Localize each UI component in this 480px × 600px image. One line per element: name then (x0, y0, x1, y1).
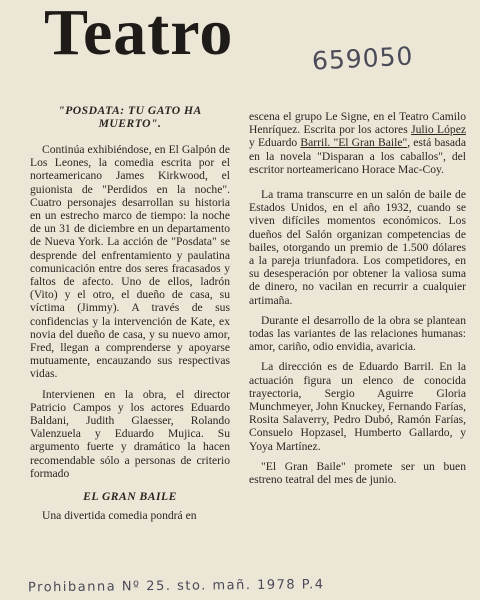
section-subhead: EL GRAN BAILE (83, 490, 177, 504)
article-paragraph: La dirección es de Eduardo Barril. En la actuación figura un elenco de conocida trayectoria, Sergio Aguirre Gloria Munchmeyer, John Knuckey, Fernando Farías, Rosita Salaverry, Pedro Dubó, Ramón Farías, Consuelo Hopzasel, Humberto Gallardo, y Yoya Martínez. (249, 360, 466, 453)
article-paragraph: Continúa exhibiéndose, en El Galpón de Los Leones, la comedia escrita por el norteamericano James Kirkwood, el guionista de "Perdidos en la noche". Cuatro personajes desarrollan su historia en un estrecho marco de tiempo: la noche de un 31 de diciembre en un departamento de Nueva York. La acción de "Posdata" se desprende del enfrentamiento y paulatina comunicación entre dos seres fracasados y faltos de afecto. Uno de ellos, ladrón (Vito) y el otro, el dueño de casa, su víctima (Jimmy). A través de sus confidencias y la intervención de Kate, ex novia del dueño de casa, y su nuevo amor, Fred, llegan a comprenderse y apoyarse mutuamente, encauzando sus respectivas vidas. (30, 143, 230, 381)
article-paragraph (249, 110, 466, 176)
article-paragraph: Una divertida comedia pondrá en (42, 509, 197, 523)
underlined-text: Julio López (411, 123, 466, 137)
text-run: , está basada en la novela "Disparan a los caballos", del escritor norteamericano Horace Mac-Coy. (249, 136, 466, 176)
article-headline: "POSDATA: TU GATO HA MUERTO". (58, 104, 202, 130)
underlined-text: Barril. "El Gran Baile" (300, 136, 408, 150)
left-column (30, 104, 230, 529)
masthead-title: Teatro (44, 0, 234, 69)
handwritten-catalog-number: 659050 (311, 41, 415, 76)
article-paragraph: Intervienen en la obra, el director Patricio Campos y los actores Eduardo Baldani, Judith Glaesser, Rolando Valenzuela y Eduardo Mujica. Su argumento fuerte y dramático la hacen recomendable sólo a personas de criterio formado (30, 387, 230, 480)
right-column (249, 110, 466, 493)
article-paragraph: "El Gran Baile" promete ser un buen estreno teatral del mes de junio. (249, 459, 466, 487)
article-paragraph: La trama transcurre en un salón de baile de Estados Unidos, en el año 1932, cuando se viven difíciles momentos económicos. Los dueños del Salón organizan competencias de bailes, otorgando un premio de 1.500 dólares a la pareja triunfadora. Los competidores, en su desesperación por obtener la valiosa suma de dinero, no vacilan en recurrir a cualquier artimaña. (249, 188, 466, 307)
text-run: y Eduardo (249, 136, 301, 150)
text-run: escena el grupo Le Signe, en el Teatro Camilo Henríquez. Escrita por los actores (249, 110, 466, 137)
handwritten-source-note: Prohibanna Nº 25. sto. mañ. 1978 P.4 (27, 577, 325, 596)
article-paragraph: Durante el desarrollo de la obra se plantean todas las variantes de las relaciones humanas: amor, cariño, odio envidia, avaricia. (249, 313, 466, 354)
